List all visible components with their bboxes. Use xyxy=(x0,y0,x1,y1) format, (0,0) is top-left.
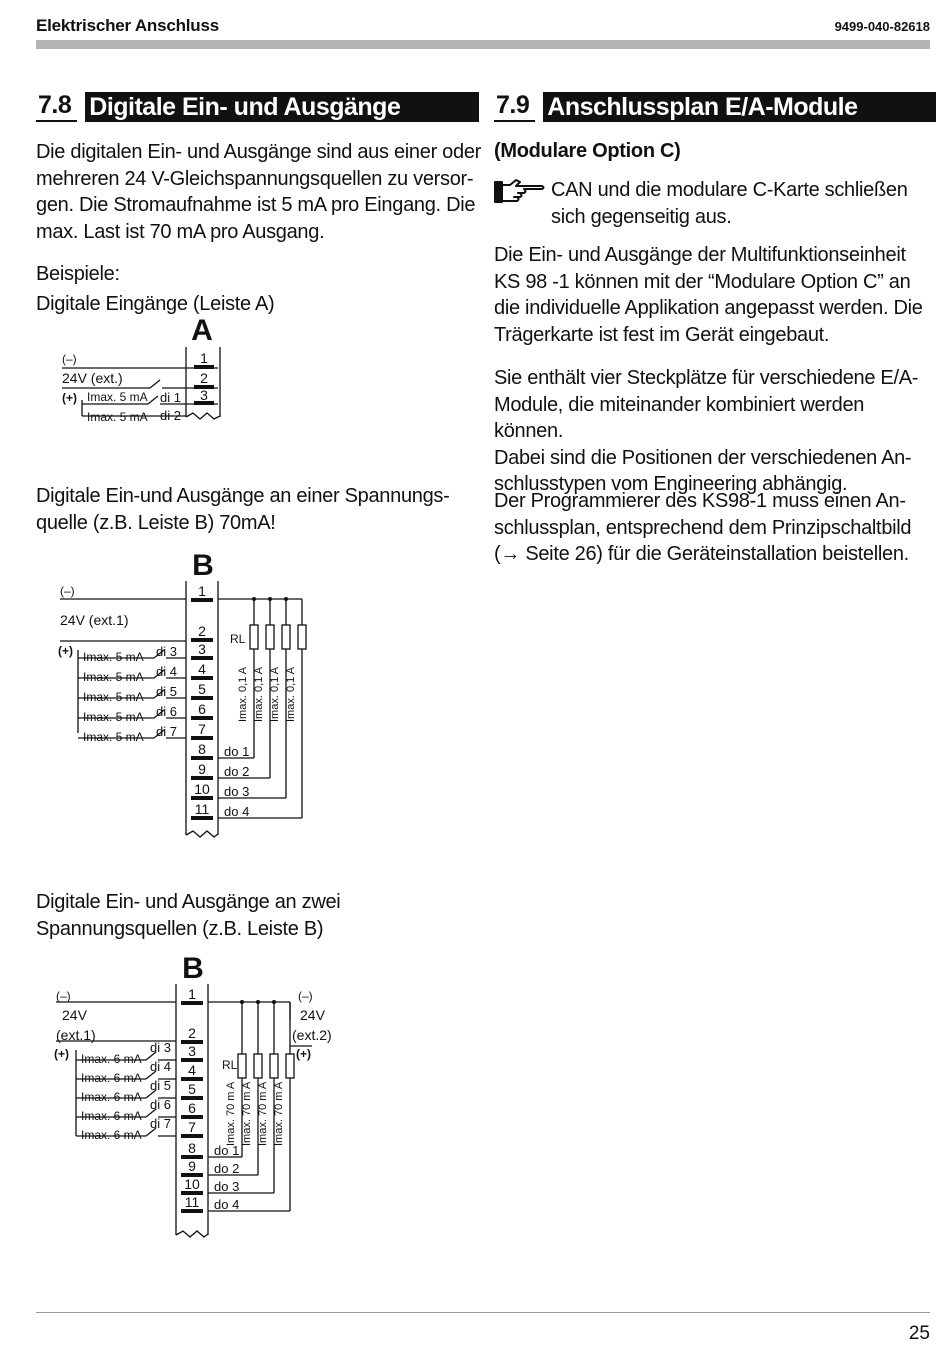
load-current-label: Imax. 0,1 A xyxy=(237,666,249,722)
pin-number: 11 xyxy=(184,1194,200,1210)
paragraph-line: schlusstypen vom Engineering abhängig. xyxy=(494,473,848,495)
paragraph-line: schlussplan, entsprechend dem Prinzipschaltbild xyxy=(494,516,912,539)
input-imax: Imax. 6 mA xyxy=(81,1109,142,1123)
pointing-hand-icon xyxy=(494,177,546,205)
page-number: 25 xyxy=(908,1323,930,1344)
input-name: di 4 xyxy=(156,664,177,679)
pin-number: 5 xyxy=(188,1081,196,1097)
pin-number: 1 xyxy=(200,350,208,366)
section-title: Digitale Ein- und Ausgänge xyxy=(85,92,479,122)
diagram-connector-b-one-source xyxy=(50,545,320,845)
section-title: Anschlussplan E/A-Module xyxy=(543,92,936,122)
output-name: do 2 xyxy=(224,764,250,779)
pin-number: 8 xyxy=(198,741,206,757)
output-name: do 1 xyxy=(214,1143,240,1158)
supply-label-right: 24V xyxy=(300,1007,325,1023)
load-resistor xyxy=(250,625,258,649)
plus-label: (+) xyxy=(58,644,73,658)
paragraph-line: KS 98 -1 können mit der “Modulare Option C” an xyxy=(494,270,911,293)
rl-label: RL xyxy=(230,632,246,646)
load-current-label: Imax. 70 m A xyxy=(257,1081,269,1146)
minus-label: (–) xyxy=(62,352,77,366)
paragraph-line: Module, die miteinander kombiniert werden können. xyxy=(494,393,865,442)
diagram-connector-a xyxy=(50,310,230,428)
examples-label: Beispiele: xyxy=(36,263,120,285)
paragraph-line: Dabei sind die Positionen der verschiedenen An- xyxy=(494,446,912,469)
pin-number: 6 xyxy=(188,1100,196,1116)
load-current-label: Imax. 0,1 A xyxy=(269,666,281,722)
document-code: 9499-040-82618 xyxy=(834,19,930,34)
input-name: di 6 xyxy=(156,704,177,719)
junction-dot xyxy=(268,597,272,601)
section-subtitle: (Modulare Option C) xyxy=(494,140,681,162)
footer-rule xyxy=(36,1312,930,1313)
caption-line: Spannungsquellen (z.B. Leiste B) xyxy=(36,917,324,940)
input-name: di 1 xyxy=(160,390,181,405)
pin-number: 1 xyxy=(188,986,196,1002)
supply-label: 24V (ext.) xyxy=(62,370,123,386)
input-imax: Imax. 5 mA xyxy=(83,710,144,724)
pin-number: 3 xyxy=(188,1043,196,1059)
input-imax: Imax. 6 mA xyxy=(81,1071,142,1085)
plus-label-right: (+) xyxy=(296,1047,311,1061)
supply-label-left: 24V xyxy=(62,1007,87,1023)
pin-number: 7 xyxy=(198,721,206,737)
input-imax: Imax. 5 mA xyxy=(83,650,144,664)
pin-number: 9 xyxy=(198,761,206,777)
output-name: do 3 xyxy=(224,784,250,799)
intro-line: mehreren 24 V-Gleichspannungsquellen zu versor- xyxy=(36,167,474,190)
pin-number: 4 xyxy=(198,661,206,677)
pin-number: 5 xyxy=(198,681,206,697)
junction-dot xyxy=(240,1000,244,1004)
pin-number: 7 xyxy=(188,1119,196,1135)
section-heading-7-9 xyxy=(494,90,936,122)
load-resistor xyxy=(282,625,290,649)
plus-label-left: (+) xyxy=(54,1047,69,1061)
load-current-label: Imax. 0,1 A xyxy=(285,666,297,722)
supply-label: 24V (ext.1) xyxy=(60,612,129,628)
input-name: di 3 xyxy=(156,644,177,659)
junction-dot xyxy=(284,597,288,601)
note-line: sich gegenseitig aus. xyxy=(551,205,732,228)
pin-number: 4 xyxy=(188,1062,196,1078)
example3-caption xyxy=(36,889,481,942)
pin-number: 10 xyxy=(194,781,210,797)
pin-number: 2 xyxy=(188,1025,196,1041)
input-name: di 4 xyxy=(150,1059,171,1074)
load-resistor xyxy=(266,625,274,649)
output-name: do 1 xyxy=(224,744,250,759)
intro-paragraph xyxy=(36,139,481,245)
header-rule xyxy=(36,40,930,49)
input-imax: Imax. 6 mA xyxy=(81,1090,142,1104)
pin-number: 2 xyxy=(200,370,208,386)
diagram-connector-b-two-sources xyxy=(50,950,350,1240)
pin-number: 8 xyxy=(188,1140,196,1156)
paragraph-line: Der Programmierer des KS98-1 muss einen An- xyxy=(494,490,906,512)
junction-dot xyxy=(272,1000,276,1004)
section-heading-7-8 xyxy=(36,90,479,122)
pin-number: 11 xyxy=(194,801,210,817)
output-name: do 4 xyxy=(224,804,250,819)
paragraph-2 xyxy=(494,365,934,498)
caption-line: quelle (z.B. Leiste B) 70mA! xyxy=(36,511,276,534)
load-resistor xyxy=(270,1054,278,1078)
pin-number: 1 xyxy=(198,583,206,599)
intro-line: max. Last ist 70 mA pro Ausgang. xyxy=(36,220,325,243)
rl-label: RL xyxy=(222,1058,238,1072)
paragraph-line: Sie enthält vier Steckplätze für verschiedene E/A- xyxy=(494,367,919,389)
section-number: 7.8 xyxy=(36,90,77,122)
load-current-label: Imax. 0,1 A xyxy=(253,666,265,722)
input-name: di 5 xyxy=(156,684,177,699)
example1-caption: Digitale Eingänge (Leiste A) xyxy=(36,293,275,315)
section-number: 7.9 xyxy=(494,90,535,122)
caption-line: Digitale Ein- und Ausgänge an zwei xyxy=(36,891,341,913)
input-imax: Imax. 5 mA xyxy=(87,410,148,424)
input-imax: Imax. 6 mA xyxy=(81,1052,142,1066)
intro-line: gen. Die Stromaufnahme ist 5 mA pro Eingang. Die xyxy=(36,194,476,216)
paragraph-line: Trägerkarte ist fest im Gerät eingebaut. xyxy=(494,323,830,346)
note-text xyxy=(551,177,931,230)
pin-number: 6 xyxy=(198,701,206,717)
example2-caption xyxy=(36,483,481,536)
junction-dot xyxy=(256,1000,260,1004)
input-imax: Imax. 6 mA xyxy=(81,1128,142,1142)
load-resistor xyxy=(286,1054,294,1078)
connector-label: B xyxy=(192,549,214,582)
input-imax: Imax. 5 mA xyxy=(83,670,144,684)
ext-label-right: (ext.2) xyxy=(292,1027,332,1043)
output-name: do 4 xyxy=(214,1197,240,1212)
pin-number: 2 xyxy=(198,623,206,639)
minus-label-left: (–) xyxy=(56,989,71,1003)
input-name: di 7 xyxy=(156,724,177,739)
minus-label-right: (–) xyxy=(298,989,313,1003)
input-name: di 7 xyxy=(150,1116,171,1131)
load-resistor xyxy=(254,1054,262,1078)
paragraph-1 xyxy=(494,242,934,348)
load-current-label: Imax. 70 m A xyxy=(241,1081,253,1146)
paragraph-line: die individuelle Applikation angepasst werden. Die xyxy=(494,297,923,319)
paragraph-line: Die Ein- und Ausgänge der Multifunktionseinheit xyxy=(494,244,906,266)
output-name: do 3 xyxy=(214,1179,240,1194)
caption-line: Digitale Ein-und Ausgänge an einer Spannungs- xyxy=(36,485,450,507)
input-name: di 2 xyxy=(160,408,181,423)
load-resistor xyxy=(238,1054,246,1078)
input-imax: Imax. 5 mA xyxy=(87,390,148,404)
input-name: di 6 xyxy=(150,1097,171,1112)
load-current-label: Imax. 70 m A xyxy=(273,1081,285,1146)
paragraph-3 xyxy=(494,488,934,568)
input-imax: Imax. 5 mA xyxy=(83,730,144,744)
input-name: di 3 xyxy=(150,1040,171,1055)
connector-label: A xyxy=(191,314,213,347)
plus-label: (+) xyxy=(62,391,77,405)
running-header-title: Elektrischer Anschluss xyxy=(36,16,219,35)
pin-number: 9 xyxy=(188,1158,196,1174)
input-name: di 5 xyxy=(150,1078,171,1093)
load-current-label: Imax. 70 m A xyxy=(225,1081,237,1146)
input-imax: Imax. 5 mA xyxy=(83,690,144,704)
junction-dot xyxy=(252,597,256,601)
note-line: CAN und die modulare C-Karte schließen xyxy=(551,179,908,201)
pin-number: 3 xyxy=(198,641,206,657)
connector-label: B xyxy=(182,952,204,985)
minus-label: (–) xyxy=(60,584,75,598)
paragraph-line: (→ Seite 26) für die Geräteinstallation beistellen. xyxy=(494,543,909,565)
output-name: do 2 xyxy=(214,1161,240,1176)
pin-number: 10 xyxy=(184,1176,200,1192)
intro-line: Die digitalen Ein- und Ausgänge sind aus einer oder xyxy=(36,141,482,163)
load-resistor xyxy=(298,625,306,649)
ext-label-left: (ext.1) xyxy=(56,1027,96,1043)
pin-number: 3 xyxy=(200,387,208,403)
